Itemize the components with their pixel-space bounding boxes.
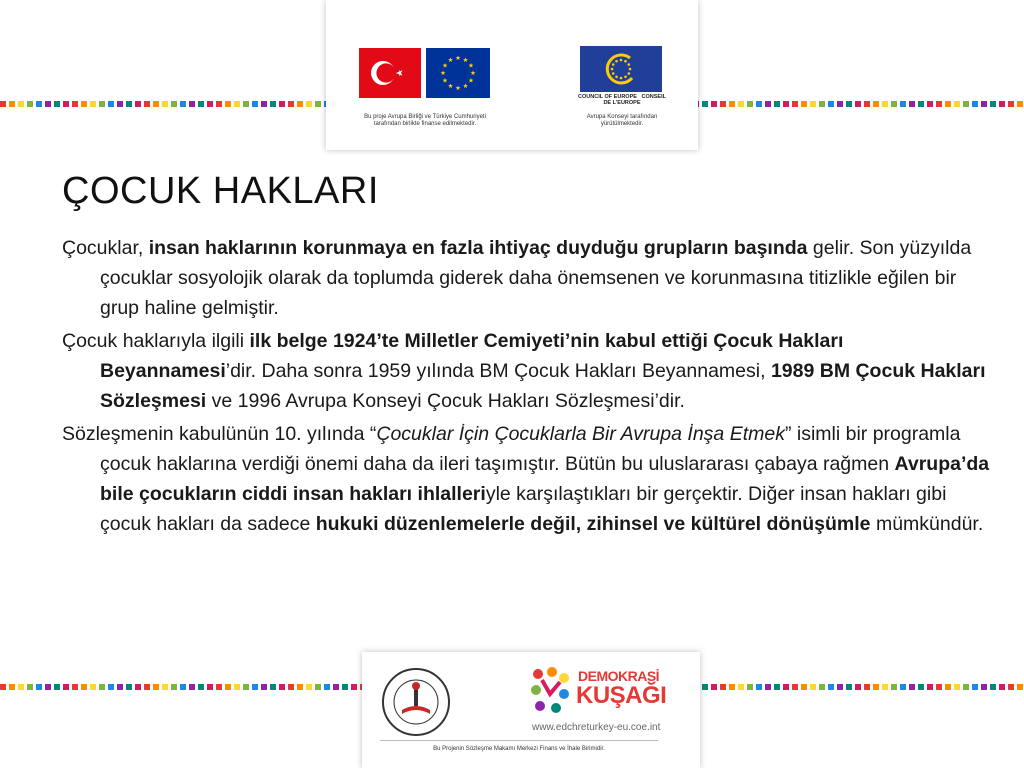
text-segment: insan haklarının korunmaya en fazla ihtiyaç duyduğu grupların başında [148, 237, 808, 259]
footer-divider [380, 740, 658, 741]
text-segment: Sözleşmenin kabulünün 10. yılında “ [62, 423, 377, 445]
coe-name-fr: CONSEIL DE L'EUROPE [603, 94, 666, 106]
text-segment: 1989 BM Çocuk Hakları Sözleşmesi [100, 360, 986, 412]
coe-caption: Avrupa Konseyi tarafından yürütülmektedir. [586, 114, 658, 127]
text-segment: Avrupa’da bile çocukların ciddi insan hakları ihlalleri [100, 453, 990, 505]
footer-logo-panel [362, 652, 700, 768]
text-segment: ve 1996 Avrupa Konseyi Çocuk Hakları Sözleşmesi’dir. [206, 390, 685, 412]
coe-star-icon [627, 72, 630, 75]
coe-star-icon [612, 63, 615, 66]
paragraph [62, 326, 992, 416]
coe-star-icon [624, 60, 627, 63]
paragraph [62, 419, 992, 539]
turkey-flag-icon [359, 48, 421, 98]
body-text [62, 233, 992, 542]
page-title: ÇOCUK HAKLARI [62, 170, 379, 212]
text-segment: ilk belge 1924’te Milletler Cemiyeti’nin kabul ettiği Çocuk Hakları Beyannamesi [100, 330, 844, 382]
text-segment: ’dir. Daha sonra 1959 yılında BM Çocuk Hakları Beyannamesi, [225, 360, 771, 382]
coe-star-icon [620, 77, 623, 80]
dk-line2: KUŞAĞI [576, 682, 667, 709]
text-segment: Çocuklar, [62, 237, 149, 259]
coe-star-icon [629, 68, 632, 71]
council-of-europe-logo-icon [580, 46, 662, 92]
coe-star-icon [620, 59, 623, 62]
meb-seal-icon [380, 666, 452, 738]
children-chain-icon [528, 664, 574, 722]
coe-star-icon [627, 63, 630, 66]
dk-url: www.edchreturkey-eu.coe.int [532, 722, 661, 733]
coe-name [574, 94, 670, 106]
text-segment: Çocuklar İçin Çocuklarla Bir Avrupa İnşa Etmek [376, 423, 785, 445]
coe-name-en: COUNCIL OF EUROPE [578, 94, 637, 100]
demokrasi-kusagi-logo [528, 664, 668, 724]
coe-star-icon [624, 75, 627, 78]
coe-star-icon [612, 72, 615, 75]
text-segment: ” isimli bir programla çocuk haklarına verdiği önemi daha da ileri taşımıştır. Bütün bu uluslararası çabaya rağmen [100, 423, 961, 475]
dk-line1: DEMOKRASİ [578, 668, 660, 684]
text-segment: hukuki düzenlemelerle değil, zihinsel ve kültürel dönüşümle [315, 513, 871, 535]
eu-flag-icon [426, 48, 490, 98]
header-logo-panel [326, 0, 698, 150]
text-segment: mümkündür. [870, 513, 984, 535]
coe-star-icon [615, 60, 618, 63]
text-segment: yle karşılaştıkları bir gerçektir. Diğer insan hakları gibi çocuk hakları da sadece [100, 483, 947, 535]
coe-star-icon [615, 75, 618, 78]
coe-star-icon [611, 68, 614, 71]
footer-caption: Bu Projenin Sözleşme Makamı Merkezi Finans ve İhale Birimidir. [433, 746, 605, 752]
eu-caption: Bu proje Avrupa Birliği ve Türkiye Cumhuriyeti tarafından birlikte finanse edilmektedir. [364, 114, 486, 127]
paragraph [62, 233, 992, 323]
text-segment: Çocuk haklarıyla ilgili [62, 330, 250, 352]
text-segment: gelir. Son yüzyılda çocuklar sosyolojik olarak da toplumda giderek daha önemsenen ve korunmasına titizlikle eğilen bir grup haline gelmiştir. [100, 237, 972, 319]
